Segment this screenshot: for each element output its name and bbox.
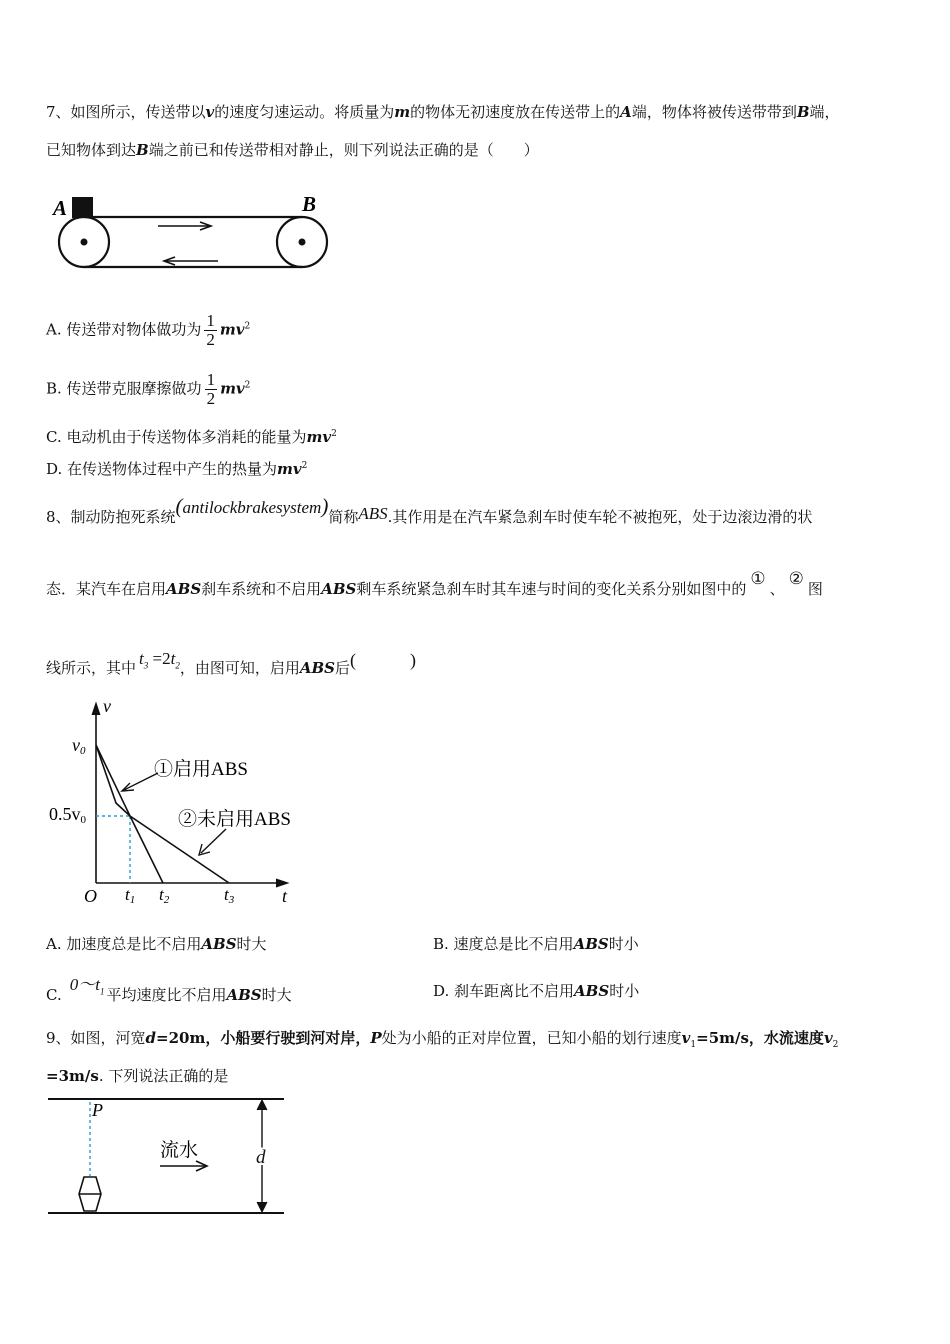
q8-stem-line2: 态．某汽车在启用ABS刹车系统和不启用ABS剩车系统紧急刹车时其车速与时间的变化关系分别如图中的 ① 、 ② 图 [46, 569, 823, 598]
q8-option-d[interactable]: D. 刹车距离比不启用ABS时小 [433, 982, 640, 1000]
q8-option-c[interactable]: $C.0\sim t_1$ 平均速度比不启用ABS时大 [46, 975, 292, 1004]
v-axis-label: v [103, 696, 111, 716]
t3-label: t3 [224, 885, 235, 906]
q7-stem-line1: 7、如图所示，传送带以v的速度匀速运动。将质量为m的物体无初速度放在传送带上的A端，物体将被传送带带到B端， [46, 103, 840, 121]
q7-option-b[interactable]: B. 传送带克服摩擦做功 $\frac{1}{2}$ $mv^2$ [46, 370, 251, 408]
p-label: P [92, 1100, 103, 1120]
conveyor-belt-figure [50, 190, 340, 280]
q7-option-c[interactable]: C. 电动机由于传送物体多消耗的能量为$mv^2$ [46, 428, 337, 446]
conveyor-label-a: A [53, 196, 68, 220]
t2-label: t2 [159, 885, 170, 906]
arrow-right [158, 222, 211, 230]
label-no-abs: ②未启用ABS [178, 809, 291, 830]
q9-stem-line1: 9、如图，河宽d=20m，小船要行驶到河对岸，P处为小船的正对岸位置，已知小船的划行速度$v_1=5m/s$，水流速度$v_2$ [46, 1029, 839, 1050]
origin-label: O [84, 886, 97, 906]
v0-label: v0 [72, 735, 86, 757]
arrow-left [164, 257, 218, 265]
vt-graph [46, 695, 316, 910]
t-axis-label: t [282, 886, 288, 906]
q9-stem-line2: =3m/s. 下列说法正确的是 [46, 1067, 229, 1085]
q7-stem-line2: 已知物体到达B端之前已和传送带相对静止，则下列说法正确的是（ ） [46, 141, 539, 159]
q8-option-a[interactable]: A. 加速度总是比不启用ABS时大 [46, 935, 267, 953]
t1-label: t1 [125, 885, 136, 906]
flow-label: 流水 [160, 1140, 199, 1161]
q8-stem-line1: 8、制动防抱死系统(antilockbrakesystem)简称ABS.其作用是在汽车紧急刹车时使车轮不被抱死，处于边滚边滑的状 [46, 494, 813, 526]
d-label: d [256, 1147, 266, 1168]
half-v0-label: 0.5v0 [49, 804, 86, 826]
curve-abs [96, 745, 163, 883]
q7-option-d[interactable]: D. 在传送物体过程中产生的热量为$mv^2$ [46, 460, 308, 478]
q8-stem-line3: 线所示，其中 $t_3 =2t_2$，由图可知，启用ABS后( ) [46, 649, 417, 677]
conveyor-block [72, 197, 93, 218]
q8-option-b[interactable]: B. 速度总是比不启用ABS时小 [433, 935, 639, 953]
label-abs: ①启用ABS [154, 759, 248, 780]
q7-option-a[interactable]: A. 传送带对物体做功为 $\frac{1}{2}$ $mv^2$ [46, 311, 251, 349]
conveyor-label-b: B [302, 192, 317, 216]
river-figure [46, 1094, 291, 1219]
